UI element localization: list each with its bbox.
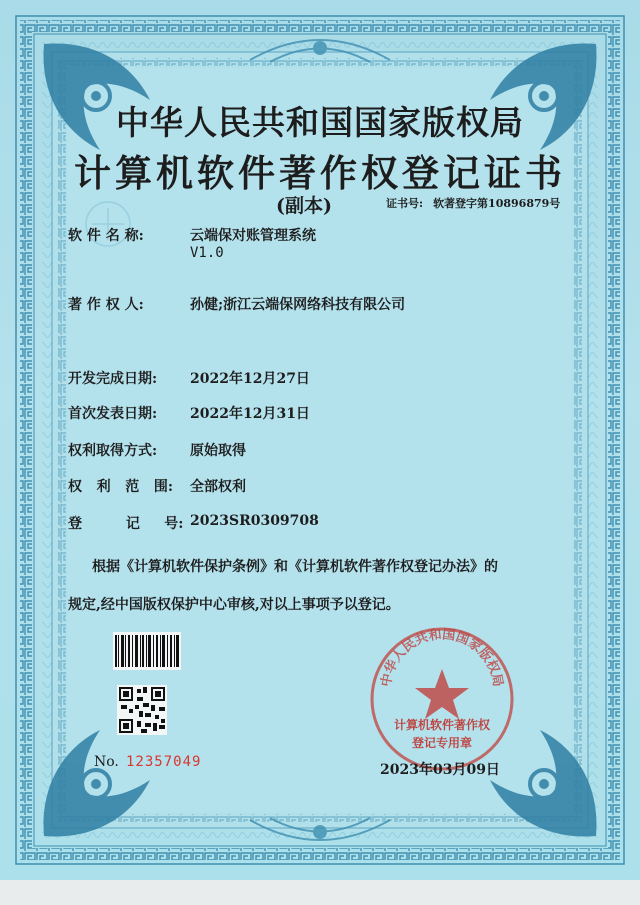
- statement-line-2: 规定,经中国版权保护中心审核,对以上事项予以登记。: [68, 597, 400, 613]
- registration-number-value: 2023SR0309708: [190, 513, 319, 529]
- copyright-owner-label: 著 作 权 人:: [68, 297, 144, 313]
- issuer-title: 中华人民共和国国家版权局: [116, 103, 524, 142]
- copy-label: (副本): [276, 195, 332, 217]
- issue-date: 2023年03月09日: [380, 762, 500, 778]
- publish-date-value: 2022年12月31日: [190, 406, 310, 422]
- rights-scope-value: 全部权利: [190, 479, 246, 495]
- copyright-owner-value: 孙健;浙江云端保网络科技有限公司: [190, 297, 406, 313]
- serial-number-label: No.: [94, 754, 119, 770]
- rights-scope-label: 权 利 范 围:: [68, 479, 174, 495]
- rights-acquisition-label: 权利取得方式:: [68, 443, 158, 459]
- barcode: [113, 632, 181, 670]
- seal-line-1: 计算机软件著作权: [393, 718, 490, 732]
- software-name-label: 软 件 名 称:: [68, 228, 144, 244]
- registration-number-label: 登 记 号:: [68, 516, 184, 532]
- serial-number-value: 12357049: [126, 754, 202, 770]
- certificate-number-value: 软著登字第10896879号: [433, 197, 561, 210]
- seal-star-icon: [415, 669, 469, 719]
- completion-date-label: 开发完成日期:: [68, 371, 158, 387]
- rights-acquisition-value: 原始取得: [190, 443, 246, 459]
- publish-date-label: 首次发表日期:: [68, 406, 158, 422]
- seal-line-2: 登记专用章: [411, 736, 472, 750]
- statement-line-1: 根据《计算机软件保护条例》和《计算机软件著作权登记办法》的: [92, 559, 498, 575]
- seal-arc-text: 中华人民共和国国家版权局: [378, 627, 506, 689]
- certificate-number: [386, 195, 560, 211]
- certificate-number-label: 证书号:: [386, 197, 424, 210]
- software-name-value: 云端保对账管理系统: [190, 228, 316, 244]
- software-version-value: V1.0: [190, 245, 224, 261]
- qr-code: [117, 685, 167, 735]
- certificate-title: 计算机软件著作权登记证书: [74, 151, 566, 195]
- completion-date-value: 2022年12月27日: [190, 371, 310, 387]
